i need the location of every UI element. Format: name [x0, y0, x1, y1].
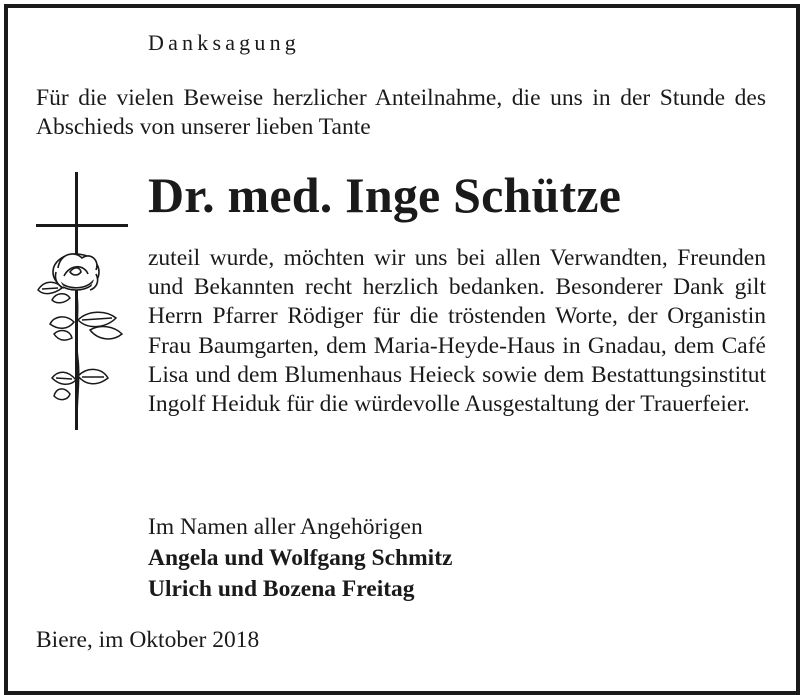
cross-with-rose-icon [30, 172, 130, 434]
deceased-name: Dr. med. Inge Schütze [148, 167, 622, 223]
signatory-1: Angela und Wolfgang Schmitz [148, 545, 453, 571]
notice-heading: Danksagung [148, 30, 300, 55]
signoff-line: Im Namen aller Angehörigen [148, 514, 423, 540]
signatory-2: Ulrich und Bozena Freitag [148, 576, 415, 602]
signoff-block [148, 512, 452, 605]
thanks-paragraph: zuteil wurde, möchten wir uns bei allen Verwandten, Freunden und Bekannten recht herzlich bedanken. Besonderer Dank gilt Herrn Pfarrer Rödiger für die tröstenden Worte, der Organistin Frau Baumgarten, dem Maria-Heyde-Haus in Gnadau, dem Café Lisa und dem Blumenhaus Heieck sowie dem Bestattungsinstitut Ingolf Heiduk für die würdevolle Ausgestaltung der Trauerfeier. [148, 245, 766, 418]
place-date: Biere, im Oktober 2018 [36, 627, 260, 653]
intro-paragraph: Für die vielen Beweise herzlicher Anteilnahme, die uns in der Stunde des Abschieds von unserer lieben Tante [36, 85, 766, 140]
